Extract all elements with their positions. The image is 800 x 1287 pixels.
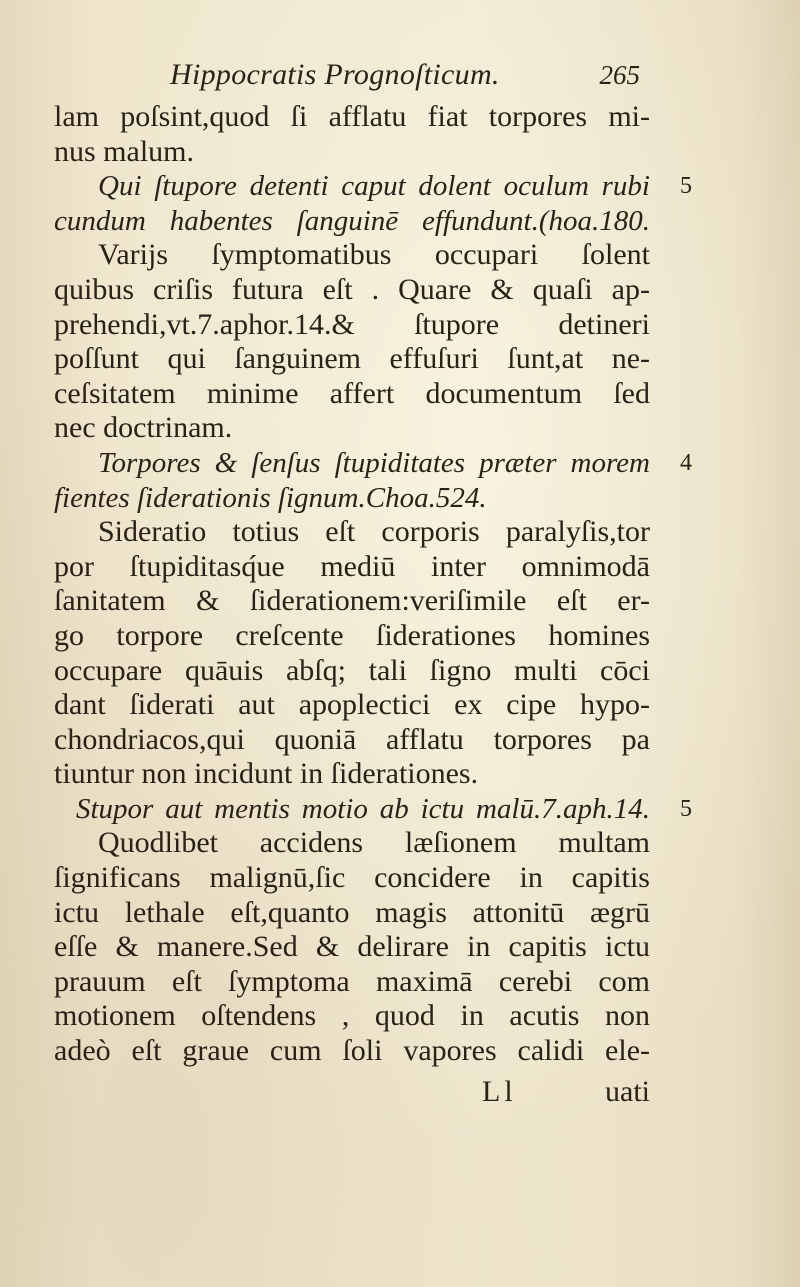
signature-mark: Ll	[482, 1074, 517, 1108]
catchword: uati	[605, 1074, 650, 1108]
margin-number: 5	[680, 173, 692, 200]
body-text	[54, 100, 650, 1069]
text-line: nus malum.	[54, 134, 194, 168]
aphorism-line: fientes ſiderationis ſignum.Choa.524.	[54, 481, 487, 514]
aphorism-line: Torpores & ſenſus ſtupiditates præter morem	[98, 446, 650, 479]
text-line: adeò eſt graue cum ſoli vapores calidi ele-	[54, 1034, 650, 1068]
page-header	[170, 58, 640, 98]
text-line: lam poſsint,quod ſi afflatu fiat torpores mi-	[54, 100, 650, 133]
text-line: eſſe & manere.Sed & delirare in capitis ictu	[54, 930, 650, 964]
text-line: chondriacos,qui quoniā afflatu torpores pa	[54, 722, 650, 756]
text-line: por ſtupiditasq́ue mediū inter omnimodā	[54, 549, 650, 583]
text-line: poſſunt qui ſanguinem effuſuri ſunt,at ne-	[54, 342, 650, 376]
text-line: go torpore creſcente ſiderationes homines	[54, 618, 650, 652]
text-line: prehendi,vt.7.aphor.14.& ſtupore detineri	[54, 307, 650, 341]
text-line: Varijs ſymptomatibus occupari ſolent	[98, 238, 650, 272]
aphorism-line: cundum habentes ſanguinē effundunt.(hoa.180.	[54, 204, 650, 237]
running-title: Hippocratis Prognoſticum.	[170, 58, 500, 91]
margin-number: 4	[680, 450, 692, 476]
aphorism-line: Qui ſtupore detenti caput dolent oculum rubi	[98, 170, 650, 203]
aphorism-line: Stupor aut mentis motio ab ictu malū.7.aph.14.	[76, 792, 650, 825]
text-line: ictu lethale eſt,quanto magis attonitū ægrū	[54, 895, 650, 929]
text-line: Sideratio totius eſt corporis paralyſis,tor	[98, 515, 650, 549]
text-line: ceſsitatem minime affert documentum ſed	[54, 376, 650, 410]
text-line: motionem oſtendens , quod in acutis non	[54, 999, 650, 1033]
text-line: tiuntur non incidunt in ſiderationes.	[54, 757, 479, 791]
text-line: dant ſiderati aut apoplectici ex cipe hypo-	[54, 688, 650, 722]
text-line: prauum eſt ſymptoma maximā cerebi com	[54, 964, 650, 998]
text-line: nec doctrinam.	[54, 411, 233, 445]
text-line: quibus criſis futura eſt . Quare & quaſi ap-	[54, 272, 650, 306]
margin-number: 5	[680, 796, 692, 822]
page-number: 265	[599, 60, 640, 90]
text-line: ſignificans malignū,ſic concidere in capitis	[54, 861, 650, 895]
text-line: ſanitatem & ſiderationem:veriſimile eſt er-	[54, 584, 650, 618]
page-footer	[54, 1075, 650, 1111]
text-line: Quodlibet accidens læſionem multam	[98, 826, 650, 860]
text-line: occupare quāuis abſq; tali ſigno multi cōci	[54, 653, 650, 687]
